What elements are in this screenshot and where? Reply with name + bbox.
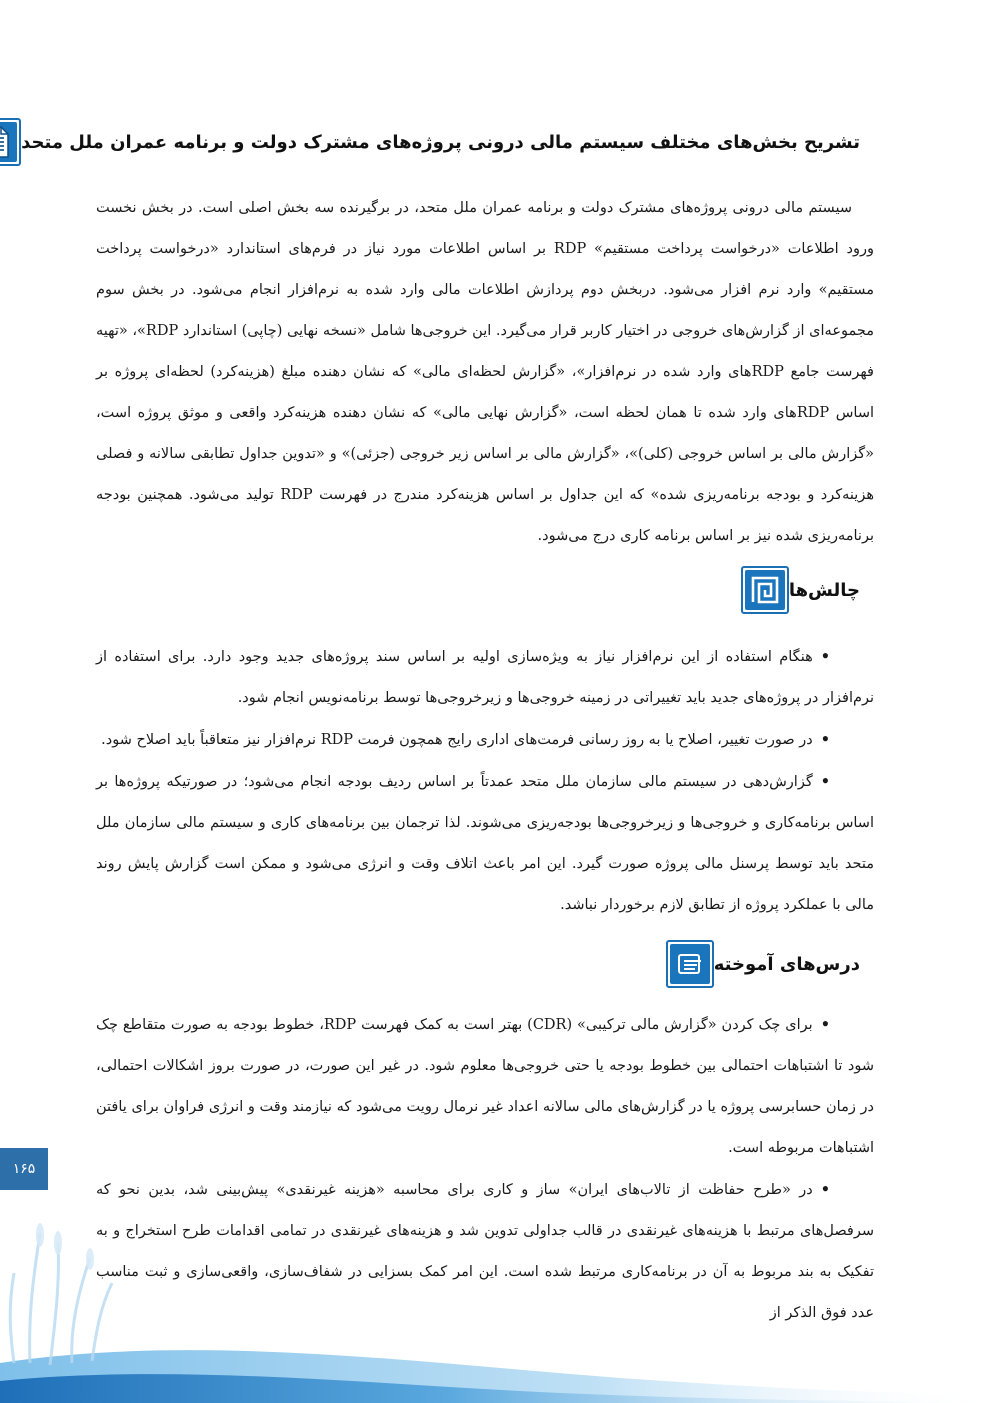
list-item: •در صورت تغییر، اصلاح یا به روز رسانی فرمت‌های اداری رایج همچون فرمت RDP نرم‌افزار نیز متعاقباً باید اصلاح شود. [96, 719, 874, 761]
description-heading [0, 118, 874, 166]
challenges-list [96, 636, 874, 926]
footer-wave-decoration [0, 1213, 992, 1403]
pointing-hand-icon [670, 944, 710, 984]
description-paragraph: سیستم مالی درونی پروژه‌های مشترک دولت و برنامه عمران ملل متحد، در برگیرنده سه بخش اصلی است. در بخش نخست ورود اطلاعات «درخواست پرداخت مستقیم» RDP بر اساس اطلاعات مورد نیاز در فرم‌های استاندارد «درخواست پرداخت مستقیم» وارد نرم افزار می‌شود. دربخش دوم پردازش اطلاعات مالی وارد شده به نرم‌افزار انجام می‌شود. در بخش سوم مجموعه‌ای از گزارش‌های خروجی در اختیار کاربر قرار می‌گیرد. این خروجی‌ها شامل «نسخه نهایی (چاپی) استاندارد RDP»، «تهیه فهرست جامع RDPهای وارد شده در نرم‌افزار»، «گزارش لحظه‌ای مالی» که نشان دهنده مبلغ (هزینه‌کرد) لحظه‌ای پروژه بر اساس RDPهای وارد شده تا همان لحظه است، «گزارش نهایی مالی» که نشان دهنده هزینه‌کرد واقعی و موثق پروژه است، «گزارش مالی بر اساس خروجی (کلی)»، «گزارش مالی بر اساس زیر خروجی (جزئی)» و «تدوین جداول تطابقی سالانه و فصلی هزینه‌کرد و بودجه برنامه‌ریزی شده» که این جداول بر اساس هزینه‌کرد مندرج در فهرست RDP تولید می‌شود. همچنین بودجه برنامه‌ریزی شده نیز بر اساس برنامه کاری درج می‌شود. [96, 200, 874, 544]
challenges-title: چالش‌ها [788, 579, 860, 601]
bullet-icon: • [820, 731, 830, 748]
lessons-title: درس‌های آموخته [713, 953, 860, 975]
description-title: تشریح بخش‌های مختلف سیستم مالی درونی پروژه‌های مشترک دولت و برنامه عمران ملل متحد [21, 131, 860, 153]
challenges-heading [741, 566, 874, 614]
bullet-icon: • [820, 648, 830, 665]
description-body [96, 188, 874, 557]
page-number: ۱۶۵ [0, 1148, 48, 1190]
list-item: •در «طرح حفاظت از تالاب‌های ایران» ساز و کاری برای محاسبه «هزینه غیرنقدی» پیش‌بینی شد، بدین نحو که سرفصل‌های مرتبط با هزینه‌های غیرنقدی در قالب جداولی تدوین شد و هزینه‌های غیرنقدی در تمامی اقدامات طرح استخراج و به تفکیک به بند مربوط به آن در برنامه‌کاری مرتبط شده است. این امر کمک بسزایی در شفاف‌سازی، واقعی‌سازی و ثبت مناسب عدد فوق الذکر از [96, 1169, 874, 1334]
bullet-icon: • [820, 1181, 830, 1198]
pointing-hand-icon-frame [666, 940, 714, 988]
maze-icon-frame [741, 566, 789, 614]
list-item: •برای چک کردن «گزارش مالی ترکیبی» (CDR) بهتر است به کمک فهرست RDP، خطوط بودجه به صورت متقاطع چک شود تا اشتباهات احتمالی بین خطوط بودجه یا حتی خروجی‌ها معلوم شود. در غیر این صورت، در صورت بروز اشکالات احتمالی، در زمان حسابرسی پروژه یا در گزارش‌های مالی سالانه اعداد غیر نرمال رویت می‌شود که نیازمند وقت و انرژی فراوان برای یافتن اشتباهات مربوطه است. [96, 1004, 874, 1169]
bullet-icon: • [820, 773, 830, 790]
bullet-icon: • [820, 1016, 830, 1033]
list-item: •گزارش‌دهی در سیستم مالی سازمان ملل متحد عمدتاً بر اساس ردیف بودجه انجام می‌شود؛ در صورتیکه پروژه‌ها بر اساس برنامه‌کاری و خروجی‌ها و زیرخروجی‌ها بودجه‌ریزی می‌شوند. لذا ترجمان بین برنامه‌های کاری و سیستم مالی سازمان ملل متحد باید توسط پرسنل مالی پروژه صورت گیرد. این امر باعث اتلاف وقت و انرژی می‌شود و ممکن است گزارش پایش روند مالی با عملکرد پروژه از تطابق لازم برخوردار نباشد. [96, 761, 874, 926]
document-icon [0, 122, 17, 162]
lessons-heading [666, 940, 874, 988]
document-icon-frame [0, 118, 21, 166]
list-item: •هنگام استفاده از این نرم‌افزار نیاز به ویژه‌سازی اولیه بر اساس سند پروژه‌های جدید وجود دارد. برای استفاده از نرم‌افزار در پروژه‌های جدید باید تغییراتی در زمینه خروجی‌ها و زیرخروجی‌ها توسط برنامه‌نویس انجام شود. [96, 636, 874, 719]
maze-icon [745, 570, 785, 610]
